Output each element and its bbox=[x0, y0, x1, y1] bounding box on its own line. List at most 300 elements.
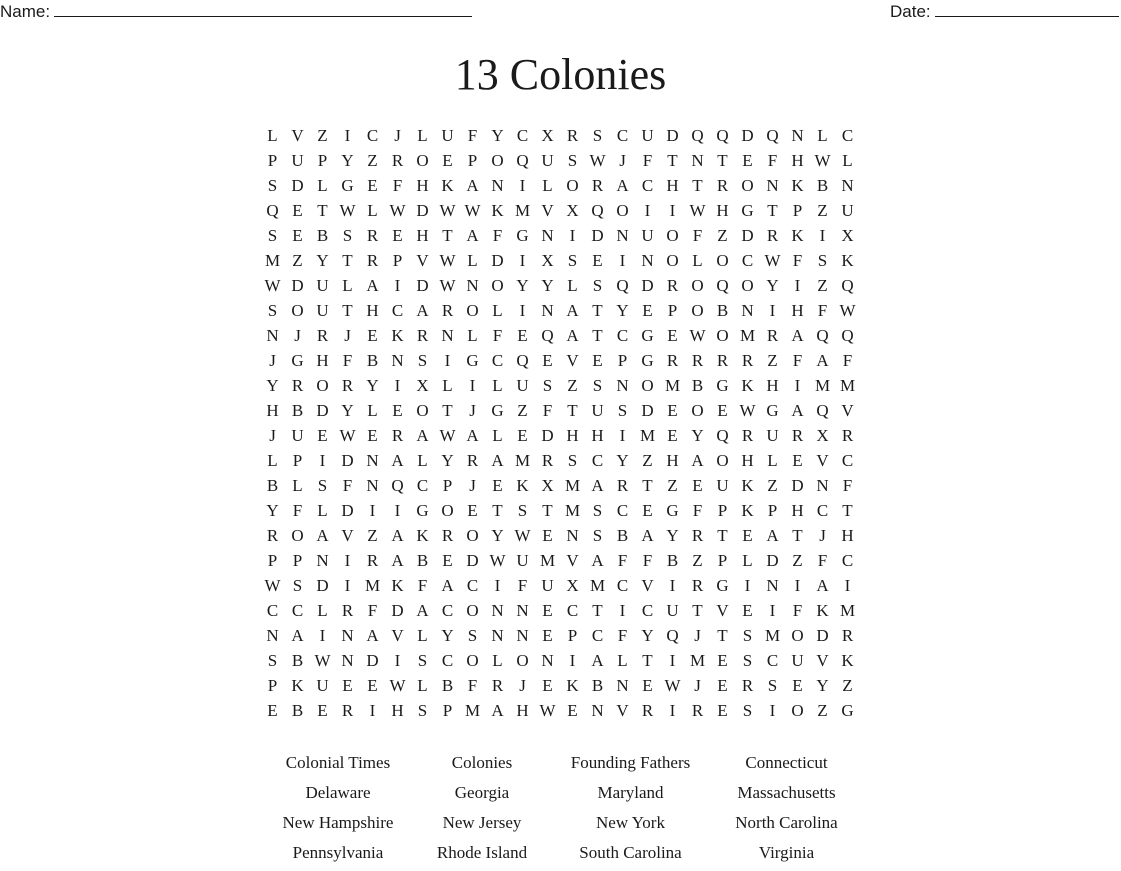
grid-letter: L bbox=[617, 651, 628, 670]
grid-row bbox=[260, 123, 860, 148]
grid-letter: D bbox=[591, 226, 604, 245]
grid-row bbox=[260, 273, 860, 298]
grid-letter: P bbox=[767, 501, 778, 520]
grid-letter: J bbox=[269, 351, 276, 370]
grid-letter: N bbox=[541, 651, 554, 670]
grid-letter: Z bbox=[567, 376, 578, 395]
grid-letter: W bbox=[739, 401, 756, 420]
grid-letter: N bbox=[616, 376, 629, 395]
grid-letter: N bbox=[691, 151, 704, 170]
grid-letter: P bbox=[442, 701, 453, 720]
grid-letter: I bbox=[344, 551, 351, 570]
grid-letter: F bbox=[692, 501, 703, 520]
word-bank-word: Massachusetts bbox=[737, 783, 836, 802]
grid-letter: Y bbox=[266, 501, 279, 520]
word-bank-word: Colonial Times bbox=[285, 753, 391, 772]
grid-letter: A bbox=[391, 551, 404, 570]
grid-letter: H bbox=[791, 501, 804, 520]
grid-letter: O bbox=[741, 276, 754, 295]
grid-letter: B bbox=[416, 551, 429, 570]
grid-letter: J bbox=[519, 676, 526, 695]
grid-letter: H bbox=[841, 526, 854, 545]
grid-letter: I bbox=[494, 576, 501, 595]
grid-letter: R bbox=[716, 351, 729, 370]
grid-row bbox=[260, 348, 860, 373]
name-blank-line bbox=[54, 2, 472, 17]
grid-letter: D bbox=[816, 626, 829, 645]
grid-letter: F bbox=[692, 226, 703, 245]
grid-letter: H bbox=[516, 701, 529, 720]
grid-letter: W bbox=[339, 426, 356, 445]
grid-letter: D bbox=[291, 176, 304, 195]
grid-letter: O bbox=[741, 176, 754, 195]
grid-letter: F bbox=[467, 676, 478, 695]
grid-letter: C bbox=[841, 126, 854, 145]
grid-row bbox=[260, 173, 860, 198]
grid-letter: L bbox=[492, 426, 503, 445]
grid-letter: K bbox=[566, 676, 579, 695]
word-bank-word: Connecticut bbox=[745, 753, 828, 772]
grid-letter: U bbox=[541, 151, 554, 170]
grid-letter: P bbox=[292, 451, 303, 470]
grid-letter: T bbox=[767, 201, 778, 220]
grid-letter: S bbox=[567, 451, 578, 470]
grid-row bbox=[260, 548, 860, 573]
grid-letter: L bbox=[317, 601, 328, 620]
grid-letter: Z bbox=[367, 151, 378, 170]
grid-letter: A bbox=[591, 551, 604, 570]
grid-letter: L bbox=[417, 626, 428, 645]
grid-letter: Q bbox=[266, 201, 279, 220]
grid-letter: R bbox=[341, 701, 354, 720]
grid-row bbox=[260, 223, 860, 248]
grid-letter: I bbox=[744, 576, 751, 595]
grid-letter: O bbox=[316, 376, 329, 395]
grid-letter: L bbox=[567, 276, 578, 295]
grid-letter: W bbox=[439, 251, 456, 270]
grid-letter: B bbox=[366, 351, 379, 370]
grid-letter: N bbox=[266, 626, 279, 645]
grid-letter: T bbox=[442, 226, 453, 245]
grid-letter: G bbox=[341, 176, 354, 195]
grid-letter: F bbox=[417, 576, 428, 595]
grid-letter: F bbox=[392, 176, 403, 195]
grid-letter: J bbox=[619, 151, 626, 170]
grid-letter: F bbox=[492, 326, 503, 345]
grid-letter: D bbox=[366, 651, 379, 670]
grid-letter: R bbox=[841, 426, 854, 445]
grid-letter: Z bbox=[817, 276, 828, 295]
grid-letter: N bbox=[591, 701, 604, 720]
grid-letter: T bbox=[642, 476, 653, 495]
grid-letter: T bbox=[792, 526, 803, 545]
grid-letter: N bbox=[541, 226, 554, 245]
grid-letter: K bbox=[741, 501, 754, 520]
grid-letter: R bbox=[591, 176, 604, 195]
grid-letter: A bbox=[816, 351, 829, 370]
grid-letter: R bbox=[366, 551, 379, 570]
grid-letter: H bbox=[566, 426, 579, 445]
grid-letter: D bbox=[791, 476, 804, 495]
grid-letter: A bbox=[691, 451, 704, 470]
word-bank-word: Virginia bbox=[758, 843, 815, 862]
grid-letter: N bbox=[491, 601, 504, 620]
grid-row bbox=[260, 498, 860, 523]
grid-letter: E bbox=[667, 401, 678, 420]
grid-letter: E bbox=[317, 701, 328, 720]
grid-letter: W bbox=[389, 676, 406, 695]
grid-letter: C bbox=[441, 651, 454, 670]
grid-letter: R bbox=[766, 226, 779, 245]
grid-letter: F bbox=[542, 401, 553, 420]
grid-letter: E bbox=[317, 426, 328, 445]
grid-letter: F bbox=[342, 351, 353, 370]
grid-letter: E bbox=[742, 151, 753, 170]
grid-letter: E bbox=[542, 601, 553, 620]
grid-letter: H bbox=[716, 201, 729, 220]
grid-letter: E bbox=[442, 151, 453, 170]
grid-letter: E bbox=[367, 176, 378, 195]
grid-letter: R bbox=[341, 376, 354, 395]
grid-letter: V bbox=[391, 626, 404, 645]
grid-letter: C bbox=[291, 601, 304, 620]
grid-letter: T bbox=[717, 151, 728, 170]
grid-letter: R bbox=[741, 351, 754, 370]
grid-letter: D bbox=[316, 401, 329, 420]
grid-letter: Z bbox=[667, 476, 678, 495]
grid-letter: Q bbox=[591, 201, 604, 220]
grid-letter: O bbox=[566, 176, 579, 195]
grid-letter: Y bbox=[266, 376, 279, 395]
grid-letter: K bbox=[841, 651, 854, 670]
grid-letter: S bbox=[467, 626, 478, 645]
grid-letter: F bbox=[642, 551, 653, 570]
grid-letter: M bbox=[264, 251, 281, 270]
grid-letter: W bbox=[464, 201, 481, 220]
grid-letter: G bbox=[416, 501, 429, 520]
grid-letter: R bbox=[366, 251, 379, 270]
grid-letter: P bbox=[267, 151, 278, 170]
grid-letter: P bbox=[792, 201, 803, 220]
grid-letter: Z bbox=[842, 676, 853, 695]
grid-letter: A bbox=[816, 576, 829, 595]
grid-letter: Y bbox=[491, 526, 504, 545]
grid-letter: O bbox=[616, 201, 629, 220]
grid-letter: E bbox=[267, 701, 278, 720]
grid-letter: S bbox=[292, 576, 303, 595]
grid-letter: N bbox=[491, 626, 504, 645]
grid-letter: O bbox=[416, 401, 429, 420]
grid-letter: L bbox=[267, 451, 278, 470]
grid-letter: P bbox=[567, 626, 578, 645]
grid-letter: A bbox=[316, 526, 329, 545]
grid-letter: I bbox=[319, 626, 326, 645]
grid-letter: K bbox=[391, 326, 404, 345]
grid-letter: G bbox=[516, 226, 529, 245]
grid-letter: U bbox=[716, 476, 729, 495]
grid-letter: F bbox=[842, 476, 853, 495]
grid-row bbox=[260, 573, 860, 598]
grid-letter: B bbox=[291, 701, 304, 720]
grid-letter: I bbox=[519, 301, 526, 320]
grid-letter: A bbox=[641, 526, 654, 545]
grid-letter: K bbox=[516, 476, 529, 495]
grid-letter: S bbox=[417, 651, 428, 670]
grid-letter: B bbox=[666, 551, 679, 570]
grid-letter: L bbox=[317, 501, 328, 520]
grid-letter: S bbox=[742, 701, 753, 720]
grid-letter: N bbox=[616, 676, 629, 695]
grid-letter: B bbox=[266, 476, 279, 495]
grid-letter: G bbox=[641, 326, 654, 345]
name-label: Name: bbox=[0, 2, 51, 21]
grid-letter: Z bbox=[517, 401, 528, 420]
grid-letter: K bbox=[441, 176, 454, 195]
grid-letter: R bbox=[691, 526, 704, 545]
grid-letter: U bbox=[316, 276, 329, 295]
grid-letter: L bbox=[292, 476, 303, 495]
grid-letter: R bbox=[691, 576, 704, 595]
grid-letter: L bbox=[417, 676, 428, 695]
grid-letter: W bbox=[439, 201, 456, 220]
grid-letter: E bbox=[542, 676, 553, 695]
grid-letter: H bbox=[391, 701, 404, 720]
grid-letter: A bbox=[466, 226, 479, 245]
grid-letter: U bbox=[441, 126, 454, 145]
grid-letter: C bbox=[616, 576, 629, 595]
grid-letter: L bbox=[317, 176, 328, 195]
grid-letter: T bbox=[342, 251, 353, 270]
grid-letter: E bbox=[642, 676, 653, 695]
grid-letter: I bbox=[394, 376, 401, 395]
grid-letter: G bbox=[766, 401, 779, 420]
date-label: Date: bbox=[890, 2, 931, 21]
grid-letter: N bbox=[441, 326, 454, 345]
grid-letter: L bbox=[417, 451, 428, 470]
grid-letter: N bbox=[316, 551, 329, 570]
grid-letter: N bbox=[341, 651, 354, 670]
grid-letter: C bbox=[391, 301, 404, 320]
grid-letter: S bbox=[742, 626, 753, 645]
grid-row bbox=[260, 598, 860, 623]
grid-letter: D bbox=[641, 276, 654, 295]
grid-letter: L bbox=[742, 551, 753, 570]
grid-letter: M bbox=[839, 601, 856, 620]
grid-letter: X bbox=[566, 201, 579, 220]
grid-letter: N bbox=[616, 226, 629, 245]
grid-letter: E bbox=[367, 676, 378, 695]
grid-letter: R bbox=[441, 301, 454, 320]
grid-letter: D bbox=[416, 276, 429, 295]
grid-letter: R bbox=[791, 426, 804, 445]
grid-letter: E bbox=[717, 701, 728, 720]
grid-letter: I bbox=[794, 376, 801, 395]
grid-letter: V bbox=[716, 601, 729, 620]
grid-letter: V bbox=[566, 351, 579, 370]
grid-letter: K bbox=[816, 601, 829, 620]
grid-letter: E bbox=[542, 351, 553, 370]
grid-letter: E bbox=[717, 401, 728, 420]
grid-letter: R bbox=[766, 326, 779, 345]
grid-letter: E bbox=[542, 626, 553, 645]
grid-letter: P bbox=[467, 151, 478, 170]
grid-letter: S bbox=[592, 276, 603, 295]
grid-letter: J bbox=[469, 476, 476, 495]
grid-letter: X bbox=[841, 226, 854, 245]
grid-letter: M bbox=[739, 326, 756, 345]
grid-letter: E bbox=[367, 426, 378, 445]
grid-letter: E bbox=[292, 226, 303, 245]
grid-letter: S bbox=[267, 301, 278, 320]
grid-letter: O bbox=[466, 301, 479, 320]
grid-letter: O bbox=[416, 151, 429, 170]
grid-letter: S bbox=[592, 126, 603, 145]
grid-letter: G bbox=[741, 201, 754, 220]
grid-letter: Y bbox=[491, 126, 504, 145]
grid-letter: X bbox=[566, 576, 579, 595]
grid-row bbox=[260, 198, 860, 223]
grid-row bbox=[260, 148, 860, 173]
grid-letter: R bbox=[391, 151, 404, 170]
grid-letter: C bbox=[816, 501, 829, 520]
grid-letter: U bbox=[316, 301, 329, 320]
date-blank-line bbox=[935, 2, 1119, 17]
grid-letter: E bbox=[492, 476, 503, 495]
grid-letter: C bbox=[641, 601, 654, 620]
grid-letter: E bbox=[717, 651, 728, 670]
word-bank-word: Pennsylvania bbox=[292, 843, 384, 862]
grid-letter: H bbox=[666, 451, 679, 470]
grid-letter: I bbox=[819, 226, 826, 245]
grid-letter: O bbox=[466, 651, 479, 670]
word-bank bbox=[264, 751, 864, 871]
grid-letter: I bbox=[794, 576, 801, 595]
grid-letter: A bbox=[591, 476, 604, 495]
grid-letter: Z bbox=[817, 201, 828, 220]
grid-letter: C bbox=[616, 326, 629, 345]
grid-letter: R bbox=[616, 476, 629, 495]
grid-letter: A bbox=[591, 651, 604, 670]
grid-letter: F bbox=[292, 501, 303, 520]
grid-letter: O bbox=[666, 251, 679, 270]
grid-letter: T bbox=[692, 176, 703, 195]
grid-letter: D bbox=[541, 426, 554, 445]
grid-letter: T bbox=[842, 501, 853, 520]
grid-letter: R bbox=[666, 276, 679, 295]
grid-letter: D bbox=[666, 126, 679, 145]
grid-letter: L bbox=[467, 326, 478, 345]
grid-letter: R bbox=[366, 226, 379, 245]
grid-row bbox=[260, 373, 860, 398]
grid-letter: N bbox=[341, 626, 354, 645]
grid-letter: X bbox=[541, 251, 554, 270]
grid-letter: S bbox=[817, 251, 828, 270]
grid-letter: U bbox=[291, 151, 304, 170]
grid-letter: L bbox=[267, 126, 278, 145]
grid-letter: I bbox=[619, 251, 626, 270]
grid-letter: M bbox=[514, 201, 531, 220]
grid-letter: Q bbox=[816, 326, 829, 345]
grid-letter: R bbox=[541, 451, 554, 470]
grid-letter: N bbox=[766, 176, 779, 195]
grid-letter: O bbox=[291, 526, 304, 545]
word-bank-word: New Hampshire bbox=[282, 813, 394, 832]
grid-letter: G bbox=[716, 576, 729, 595]
grid-letter: N bbox=[816, 476, 829, 495]
grid-letter: C bbox=[591, 626, 604, 645]
grid-letter: X bbox=[816, 426, 829, 445]
grid-letter: L bbox=[817, 126, 828, 145]
page-title: 13 Colonies bbox=[454, 50, 667, 99]
grid-letter: J bbox=[269, 426, 276, 445]
grid-letter: V bbox=[616, 701, 629, 720]
grid-letter: G bbox=[641, 351, 654, 370]
word-bank-word: Delaware bbox=[305, 783, 371, 802]
grid-row bbox=[260, 473, 860, 498]
grid-letter: K bbox=[416, 526, 429, 545]
grid-letter: N bbox=[641, 251, 654, 270]
grid-letter: E bbox=[567, 701, 578, 720]
grid-letter: C bbox=[266, 601, 279, 620]
grid-letter: L bbox=[342, 276, 353, 295]
grid-letter: M bbox=[539, 551, 556, 570]
grid-letter: A bbox=[366, 626, 379, 645]
grid-letter: N bbox=[366, 476, 379, 495]
grid-letter: Y bbox=[441, 451, 454, 470]
grid-letter: E bbox=[667, 426, 678, 445]
grid-letter: R bbox=[341, 601, 354, 620]
grid-letter: D bbox=[341, 451, 354, 470]
grid-letter: J bbox=[694, 626, 701, 645]
grid-letter: A bbox=[291, 626, 304, 645]
grid-row bbox=[260, 248, 860, 273]
grid-letter: I bbox=[519, 251, 526, 270]
grid-letter: M bbox=[564, 501, 581, 520]
grid-letter: I bbox=[344, 576, 351, 595]
grid-letter: B bbox=[291, 401, 304, 420]
grid-letter: N bbox=[266, 326, 279, 345]
grid-letter: H bbox=[416, 226, 429, 245]
grid-letter: R bbox=[466, 451, 479, 470]
grid-letter: F bbox=[492, 226, 503, 245]
grid-letter: O bbox=[691, 276, 704, 295]
grid-letter: Z bbox=[767, 476, 778, 495]
grid-letter: U bbox=[841, 201, 854, 220]
grid-letter: I bbox=[394, 651, 401, 670]
grid-letter: F bbox=[817, 551, 828, 570]
grid-letter: S bbox=[267, 226, 278, 245]
grid-letter: T bbox=[342, 301, 353, 320]
grid-letter: R bbox=[741, 676, 754, 695]
grid-letter: F bbox=[342, 476, 353, 495]
grid-letter: A bbox=[391, 451, 404, 470]
grid-letter: N bbox=[391, 351, 404, 370]
grid-letter: P bbox=[717, 501, 728, 520]
grid-letter: I bbox=[319, 451, 326, 470]
grid-letter: N bbox=[516, 626, 529, 645]
grid-letter: H bbox=[266, 401, 279, 420]
grid-letter: U bbox=[516, 376, 529, 395]
grid-letter: L bbox=[492, 376, 503, 395]
grid-letter: Q bbox=[666, 626, 679, 645]
word-bank-word: New Jersey bbox=[442, 813, 522, 832]
grid-letter: M bbox=[564, 476, 581, 495]
grid-letter: I bbox=[644, 201, 651, 220]
word-bank-word: Colonies bbox=[451, 753, 513, 772]
grid-letter: D bbox=[316, 576, 329, 595]
grid-letter: Q bbox=[716, 276, 729, 295]
grid-letter: F bbox=[792, 251, 803, 270]
